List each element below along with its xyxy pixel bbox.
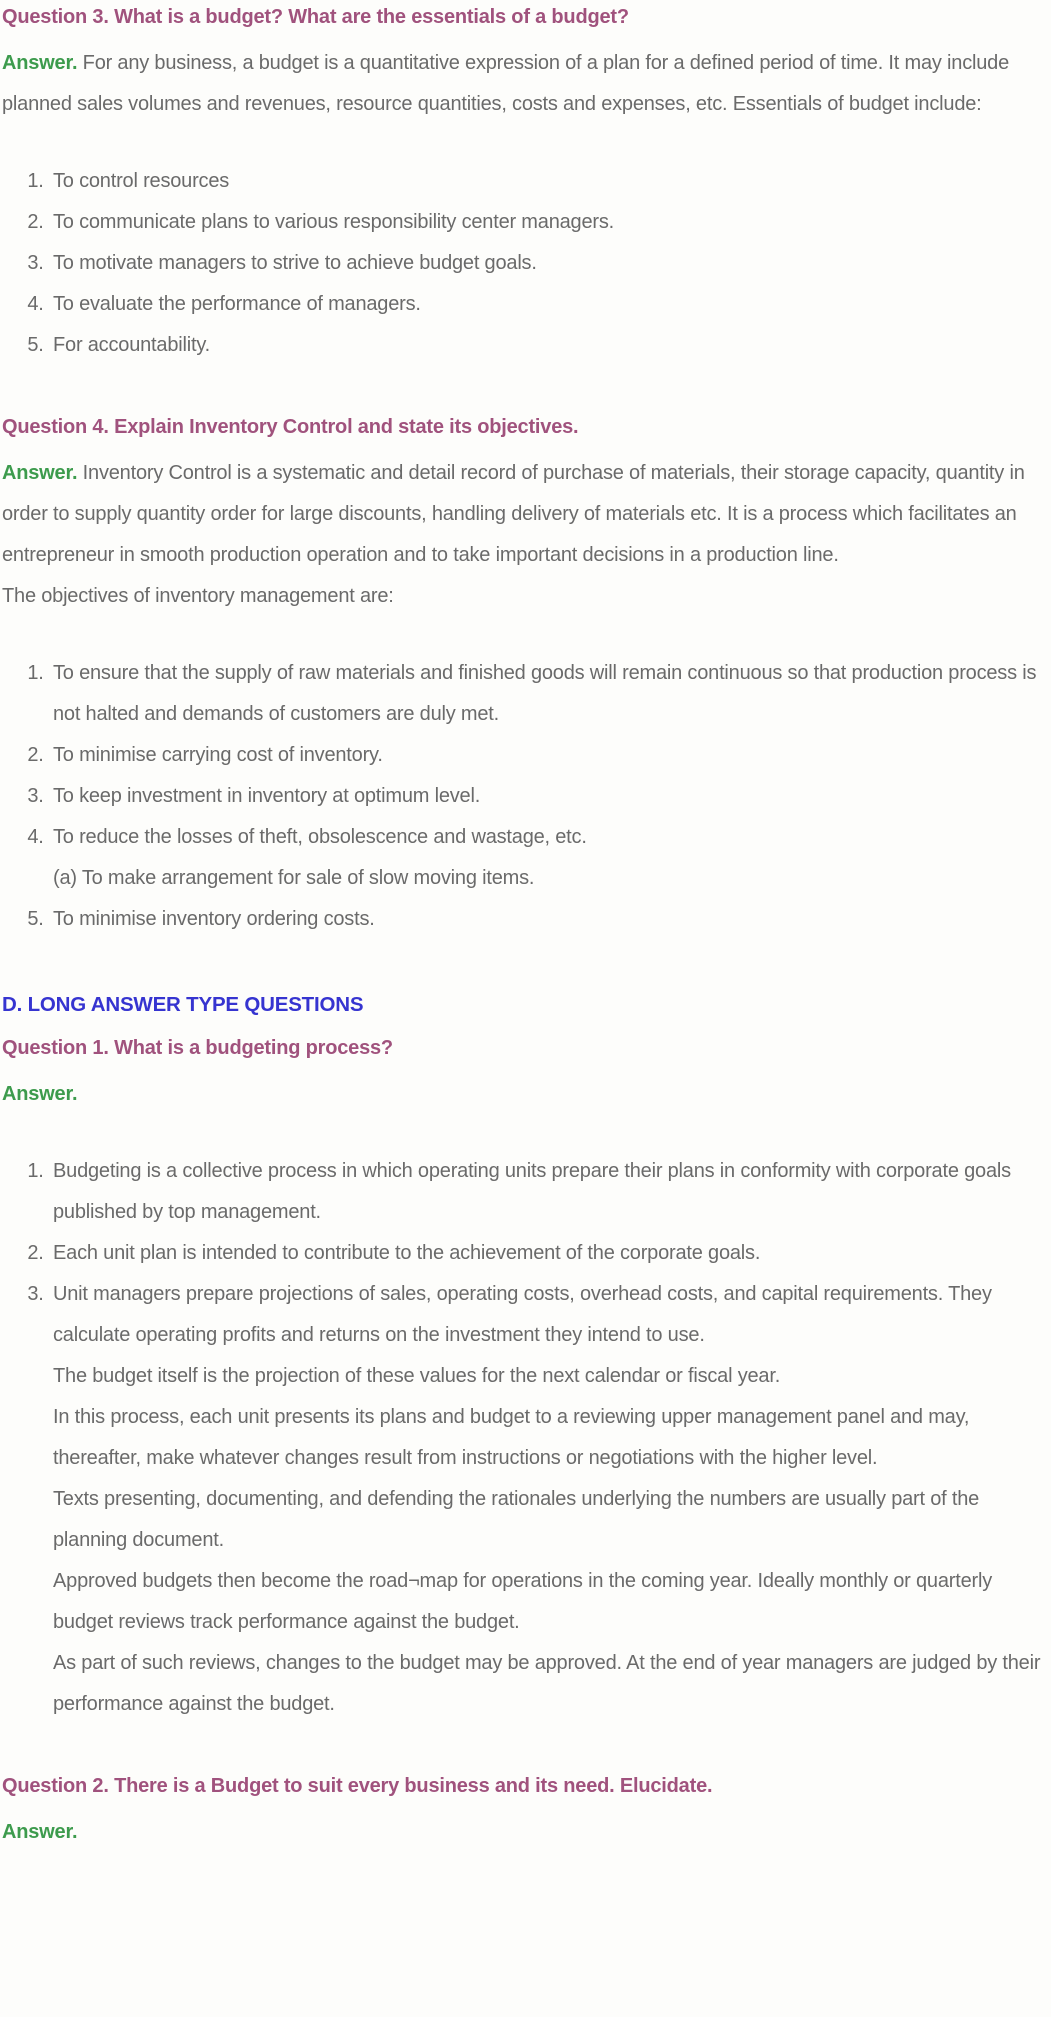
list-item [49,817,1049,899]
list-item [49,1233,1049,1274]
section-heading: D. LONG ANSWER TYPE QUESTIONS [2,993,364,1016]
list-item-text: 1. Budgeting is a collective process in which operating units prepare their plans in conformity with corporate goals published by top management. [53,1160,1011,1223]
list-item [49,735,1049,776]
list-item-text: 2. To minimise carrying cost of inventory. [53,744,383,766]
list-item-text: 2. To communicate plans to various responsibility center managers. [53,211,615,233]
answer-text: For any business, a budget is a quantitative expression of a plan for a defined period of time. It may include planned sales volumes and revenues, resource quantities, costs and expenses, etc. Essentials of budget include: [2,52,1010,115]
answer-continuation-line: The objectives of inventory management are: [2,585,394,607]
list-item [49,243,1049,284]
list-item [49,776,1049,817]
answer-paragraph [2,43,1049,125]
list-item-subline: The budget itself is the projection of these values for the next calendar or fiscal year. [53,1365,781,1387]
list-item-subline: In this process, each unit presents its plans and budget to a reviewing upper management panel and may, thereafter, make whatever changes result from instructions or negotiations with the higher level. [53,1406,970,1469]
list-item-text: 3. Unit managers prepare projections of sales, operating costs, overhead costs, and capital requirements. They calculate operating profits and returns on the investment they intend to use. [53,1283,992,1346]
list-item-subline: (a) To make arrangement for sale of slow moving items. [53,867,535,889]
list-item [49,1151,1049,1233]
answer-text: Inventory Control is a systematic and detail record of purchase of materials, their storage capacity, quantity in order to supply quantity order for large discounts, handling delivery of materials etc. It is a process which facilitates an entrepreneur in smooth production operation and to take important decisions in a production line. [2,462,1025,566]
answer-paragraph [2,1812,1049,1853]
list-item [49,161,1049,202]
list-item-text: 5. For accountability. [53,334,211,356]
answer-paragraph [2,453,1049,576]
list-item-text: 3. To keep investment in inventory at optimum level. [53,785,481,807]
question-heading: Question 3. What is a budget? What are the essentials of a budget? [2,6,629,28]
document-body [2,2,1049,1853]
list-item [49,653,1049,735]
list-item-subline: As part of such reviews, changes to the budget may be approved. At the end of year managers are judged by their performance against the budget. [53,1652,1041,1715]
list-item-text: 4. To evaluate the performance of managers. [53,293,421,315]
numbered-list [2,161,1049,366]
answer-label: Answer. [2,52,78,74]
list-item-text: 1. To control resources [53,170,230,192]
numbered-list [2,653,1049,940]
list-item-text: 4. To reduce the losses of theft, obsolescence and wastage, etc. [53,826,587,848]
list-item-subline: Texts presenting, documenting, and defending the rationales underlying the numbers are usually part of the planning document. [53,1488,980,1551]
answer-label: Answer. [2,462,78,484]
question-heading: Question 4. Explain Inventory Control and state its objectives. [2,416,579,438]
list-item-text: 2. Each unit plan is intended to contribute to the achievement of the corporate goals. [53,1242,761,1264]
list-item-text: 1. To ensure that the supply of raw materials and finished goods will remain continuous so that production process is not halted and demands of customers are duly met. [53,662,1037,725]
list-item [49,284,1049,325]
list-item [49,899,1049,940]
question-heading: Question 1. What is a budgeting process? [2,1037,393,1059]
list-item [49,202,1049,243]
question-heading: Question 2. There is a Budget to suit every business and its need. Elucidate. [2,1775,713,1797]
numbered-list [2,1151,1049,1725]
list-item [49,1274,1049,1725]
list-item-subline: Approved budgets then become the road¬map for operations in the coming year. Ideally monthly or quarterly budget reviews track performance against the budget. [53,1570,993,1633]
answer-label: Answer. [2,1821,78,1843]
list-item-text: 3. To motivate managers to strive to achieve budget goals. [53,252,537,274]
answer-paragraph [2,1074,1049,1115]
list-item [49,325,1049,366]
list-item-text: 5. To minimise inventory ordering costs. [53,908,375,930]
answer-label: Answer. [2,1083,78,1105]
